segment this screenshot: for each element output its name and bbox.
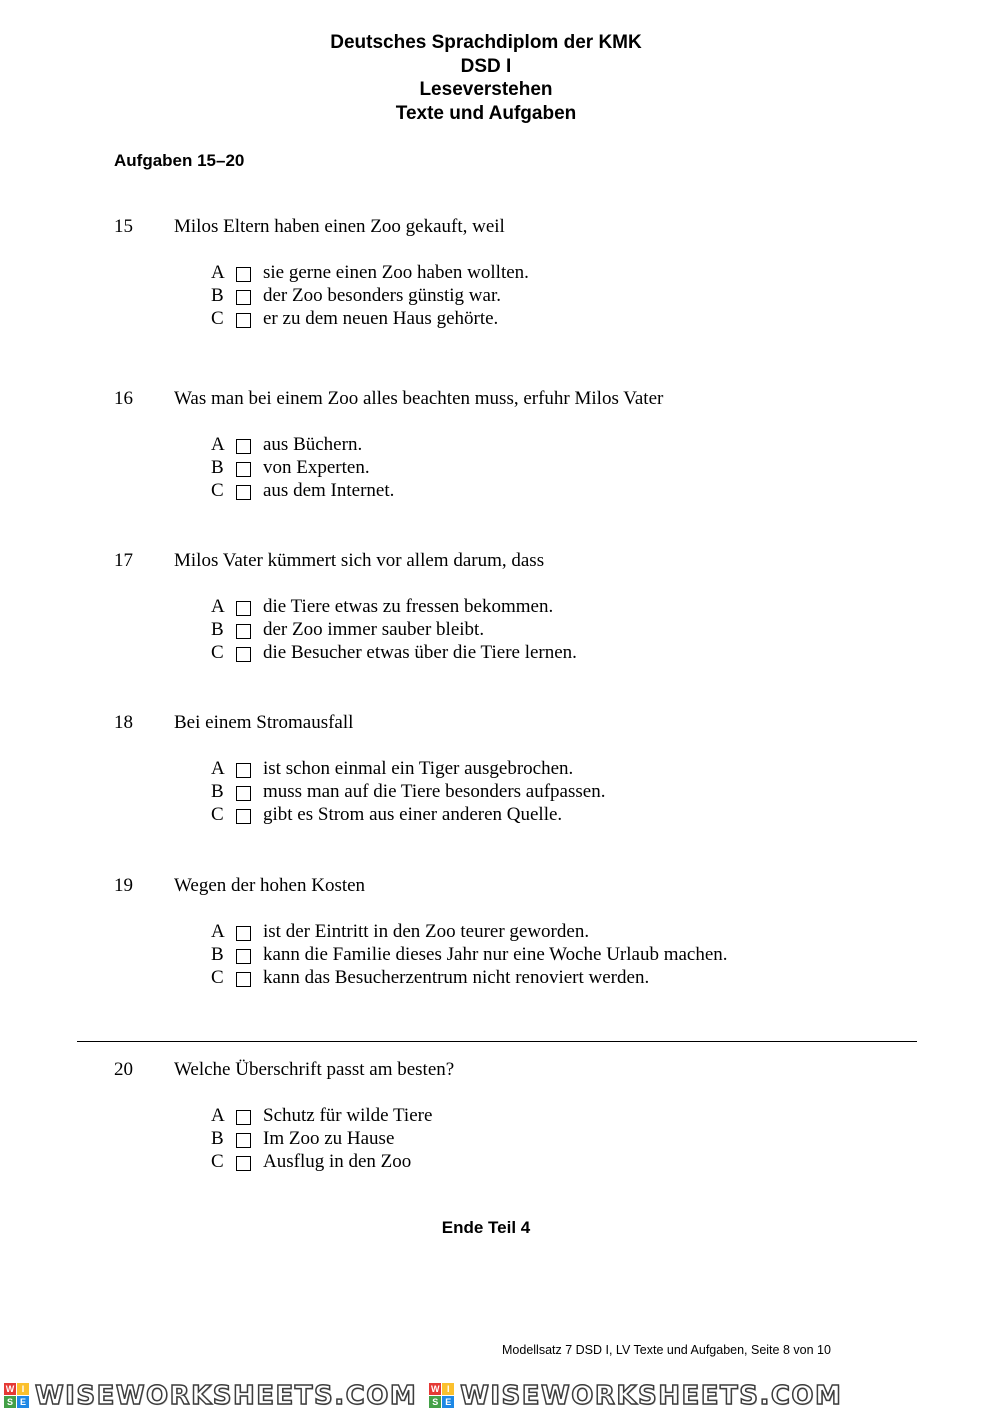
option-letter: A [211,262,225,283]
checkbox-17-c[interactable] [236,647,251,662]
wiseworksheets-logo-icon [429,1383,454,1408]
option-letter: A [211,921,225,942]
logo-square: W [5,1384,15,1394]
option-letter: A [211,758,225,779]
checkbox-16-c[interactable] [236,485,251,500]
logo-square: I [17,1383,29,1395]
option-text: muss man auf die Tiere besonders aufpassen. [263,781,606,802]
option-text: der Zoo besonders günstig war. [263,285,501,306]
option-text: sie gerne einen Zoo haben wollten. [263,262,529,283]
watermark-unit [425,1381,842,1411]
answer-options [0,1105,1000,1174]
question-text: Was man bei einem Zoo alles beachten muss, erfuhr Milos Vater [174,388,664,409]
question-19 [0,875,1000,990]
question-text: Wegen der hohen Kosten [174,875,366,896]
option-letter: C [211,1151,224,1172]
option-17-b[interactable] [0,619,1000,642]
question-15 [0,216,1000,331]
option-18-a[interactable] [0,758,1000,781]
checkbox-18-b[interactable] [236,786,251,801]
checkbox-15-c[interactable] [236,313,251,328]
option-letter: B [211,944,224,965]
option-text: aus Büchern. [263,434,363,455]
option-letter: C [211,308,224,329]
option-16-a[interactable] [0,434,1000,457]
option-text: kann die Familie dieses Jahr nur eine Woche Urlaub machen. [263,944,728,965]
option-letter: C [211,642,224,663]
checkbox-18-c[interactable] [236,809,251,824]
wiseworksheets-logo-icon [4,1383,29,1408]
question-number: 18 [114,712,133,733]
checkbox-16-a[interactable] [236,439,251,454]
logo-square: E [17,1396,29,1408]
option-20-c[interactable] [0,1151,1000,1174]
logo-square: W [430,1384,440,1394]
logo-square: S [4,1396,16,1408]
option-letter: A [211,1105,225,1126]
watermark-unit [0,1381,417,1411]
option-letter: B [211,285,224,306]
option-18-b[interactable] [0,781,1000,804]
option-16-b[interactable] [0,457,1000,480]
checkbox-19-a[interactable] [236,926,251,941]
option-letter: B [211,781,224,802]
answer-options [0,758,1000,827]
question-16 [0,388,1000,503]
option-15-b[interactable] [0,285,1000,308]
option-17-a[interactable] [0,596,1000,619]
question-17 [0,550,1000,665]
logo-square: I [442,1383,454,1395]
option-text: die Tiere etwas zu fressen bekommen. [263,596,554,617]
question-18 [0,712,1000,827]
option-letter: A [211,596,225,617]
checkbox-16-b[interactable] [236,462,251,477]
checkbox-20-c[interactable] [236,1156,251,1171]
checkbox-17-b[interactable] [236,624,251,639]
watermark-banner [0,1378,1000,1413]
question-number: 19 [114,875,133,896]
header-skill: Leseverstehen [419,79,553,100]
answer-options [0,434,1000,503]
option-letter: B [211,1128,224,1149]
page-footer-note: Modellsatz 7 DSD I, LV Texte und Aufgaben, Seite 8 von 10 [502,1343,831,1357]
option-text: aus dem Internet. [263,480,395,501]
option-text: von Experten. [263,457,370,478]
option-17-c[interactable] [0,642,1000,665]
option-letter: C [211,804,224,825]
checkbox-15-a[interactable] [236,267,251,282]
header-subtitle: Texte und Aufgaben [395,102,577,124]
option-20-a[interactable] [0,1105,1000,1128]
checkbox-19-b[interactable] [236,949,251,964]
answer-options [0,921,1000,990]
question-number: 15 [114,216,133,237]
section-divider [77,1041,917,1042]
watermark-text: WISEWORKSHEETS.COM [35,1380,418,1411]
checkbox-20-a[interactable] [236,1110,251,1125]
answer-options [0,262,1000,331]
option-letter: C [211,967,224,988]
checkbox-20-b[interactable] [236,1133,251,1148]
question-number: 20 [114,1059,133,1080]
checkbox-18-a[interactable] [236,763,251,778]
option-text: Im Zoo zu Hause [263,1128,395,1149]
option-letter: B [211,619,224,640]
question-text: Bei einem Stromausfall [174,712,354,733]
option-20-b[interactable] [0,1128,1000,1151]
option-letter: C [211,480,224,501]
option-text: ist schon einmal ein Tiger ausgebrochen. [263,758,574,779]
checkbox-15-b[interactable] [236,290,251,305]
option-19-c[interactable] [0,967,1000,990]
question-text: Milos Vater kümmert sich vor allem darum, dass [174,550,545,571]
header-exam-title: Deutsches Sprachdiplom der KMK [330,32,642,53]
question-20 [0,1059,1000,1174]
end-of-part-label: Ende Teil 4 [441,1218,531,1237]
document-header [0,31,972,125]
option-text: gibt es Strom aus einer anderen Quelle. [263,804,563,825]
question-text: Welche Überschrift passt am besten? [174,1059,455,1080]
answer-options [0,596,1000,665]
option-letter: A [211,434,225,455]
option-15-c[interactable] [0,308,1000,331]
watermark-text: WISEWORKSHEETS.COM [460,1380,843,1411]
header-level: DSD I [460,55,512,77]
checkbox-19-c[interactable] [236,972,251,987]
logo-square: E [442,1396,454,1408]
section-title: Aufgaben 15–20 [114,151,245,170]
option-15-a[interactable] [0,262,1000,285]
option-text: Schutz für wilde Tiere [263,1105,433,1126]
option-19-a[interactable] [0,921,1000,944]
option-text: die Besucher etwas über die Tiere lernen. [263,642,577,663]
option-19-b[interactable] [0,944,1000,967]
option-16-c[interactable] [0,480,1000,503]
question-text: Milos Eltern haben einen Zoo gekauft, weil [174,216,505,237]
option-text: Ausflug in den Zoo [263,1151,412,1172]
option-text: kann das Besucherzentrum nicht renoviert werden. [263,967,650,988]
question-number: 17 [114,550,133,571]
checkbox-17-a[interactable] [236,601,251,616]
question-number: 16 [114,388,133,409]
option-text: ist der Eintritt in den Zoo teurer geworden. [263,921,590,942]
option-text: er zu dem neuen Haus gehörte. [263,308,499,329]
logo-square: S [429,1396,441,1408]
option-letter: B [211,457,224,478]
option-18-c[interactable] [0,804,1000,827]
option-text: der Zoo immer sauber bleibt. [263,619,485,640]
